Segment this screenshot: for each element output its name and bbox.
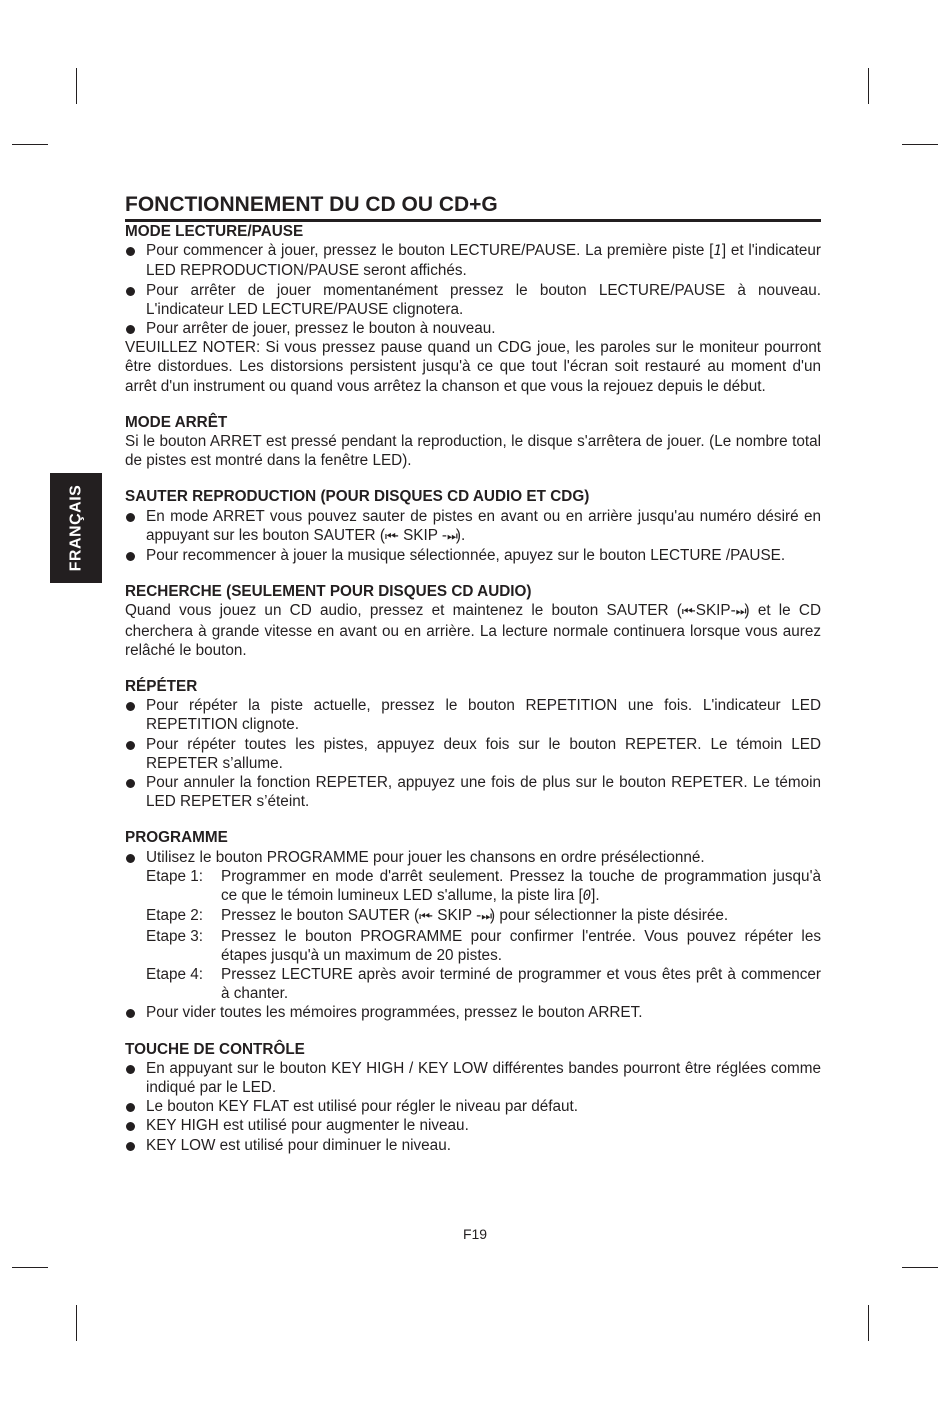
led-digit-zero: 0 [582, 888, 592, 905]
section-lecture [125, 222, 821, 396]
section-repeter [125, 677, 821, 811]
step-label: Etape 2: [146, 907, 203, 925]
skip-next-icon: ⏭ [447, 528, 456, 543]
section-heading: TOUCHE DE CONTRÔLE [125, 1040, 305, 1058]
step-label: Etape 1: [146, 867, 203, 885]
section-heading: MODE ARRÊT [125, 413, 228, 431]
list-item: Pour répéter la piste actuelle, pressez le bouton REPETITION une fois. L'indicateur LED REPETITION clignote. [125, 696, 821, 734]
step-item [125, 867, 821, 906]
list-item: Pour annuler la fonction REPETER, appuyez une fois de plus sur le bouton REPETER. Le témoin LED REPETER s’éteint. [125, 773, 821, 811]
crop-mark [868, 1305, 869, 1341]
list-item: Pour arrêter de jouer, pressez le bouton à nouveau. [125, 319, 821, 338]
crop-mark [76, 1305, 77, 1341]
list-item: Le bouton KEY FLAT est utilisé pour régler le niveau par défaut. [125, 1097, 821, 1116]
paragraph: Si le bouton ARRET est pressé pendant la reproduction, le disque s'arrêtera de jouer. (Le nombre total de pistes est montré dans la fenêtre LED). [125, 433, 821, 470]
paragraph: Quand vous jouez un CD audio, pressez et maintenez le bouton SAUTER (⏮-SKIP-⏭) et le CD cherchera à grande vitesse en avant ou en arrière. La lecture normale continuera lorsque vous aurez relâché le bouton. [125, 602, 821, 659]
skip-previous-icon: ⏮ [384, 528, 394, 543]
section-arret [125, 413, 821, 471]
list-item: En appuyant sur le bouton KEY HIGH / KEY LOW différentes bandes pourront être réglées comme indiqué par le LED. [125, 1059, 821, 1097]
list-item: KEY HIGH est utilisé pour augmenter le niveau. [125, 1116, 821, 1135]
section-heading: PROGRAMME [125, 829, 228, 847]
skip-previous-icon: ⏮ [681, 604, 691, 619]
section-controle [125, 1040, 821, 1155]
crop-mark [12, 1267, 48, 1268]
crop-mark [902, 144, 938, 145]
crop-mark [76, 68, 77, 104]
list-item: Utilisez le bouton PROGRAMME pour jouer les chansons en ordre présélectionné. [125, 848, 821, 867]
crop-mark [902, 1267, 938, 1268]
step-item [125, 965, 821, 1003]
led-digit-one: 1 [713, 243, 722, 260]
step-label: Etape 3: [146, 927, 203, 945]
step-label: Etape 4: [146, 965, 203, 983]
crop-mark [12, 144, 48, 145]
page-title: FONCTIONNEMENT DU CD OU CD+G [125, 192, 821, 222]
section-programme [125, 828, 821, 1022]
step-text: Pressez LECTURE après avoir terminé de programmer et vous êtes prêt à commencer à chanter. [221, 965, 821, 1003]
language-tab-label: FRANÇAIS [67, 484, 85, 572]
section-heading: MODE LECTURE/PAUSE [125, 223, 304, 240]
list-item: Pour répéter toutes les pistes, appuyez deux fois sur le bouton REPETER. Le témoin LED REPETER s’allume. [125, 735, 821, 773]
crop-mark [868, 68, 869, 104]
list-item: En mode ARRET vous pouvez sauter de pistes en avant ou en arrière jusqu'au numéro désiré en appuyant sur les bouton SAUTER (⏮- SKIP -⏭). [125, 507, 821, 546]
list-item: Pour recommencer à jouer la musique sélectionnée, apuyez sur le bouton LECTURE /PAUSE. [125, 546, 821, 565]
step-item [125, 906, 821, 926]
step-text: Pressez le bouton SAUTER (⏮- SKIP -⏭) pour sélectionner la piste désirée. [221, 907, 729, 925]
page-number: F19 [462, 1226, 488, 1242]
section-heading: RÉPÉTER [125, 678, 198, 696]
page-content [125, 192, 821, 1155]
list-item: KEY LOW est utilisé pour diminuer le niveau. [125, 1136, 821, 1155]
skip-next-icon: ⏭ [735, 604, 745, 619]
section-heading: RECHERCHE (SEULEMENT POUR DISQUES CD AUDIO) [125, 583, 532, 601]
step-text: Pressez le bouton PROGRAMME pour confirmer l'entrée. Vous pouvez répéter les étapes jusqu'à un maximum de 20 pistes. [221, 927, 821, 964]
step-item [125, 927, 821, 965]
skip-next-icon: ⏭ [481, 909, 490, 924]
list-item: Pour arrêter de jouer momentanément pressez le bouton LECTURE/PAUSE à nouveau. L'indicateur LED LECTURE/PAUSE clignotera. [125, 281, 821, 319]
list-item: Pour vider toutes les mémoires programmées, pressez le bouton ARRET. [125, 1003, 821, 1022]
skip-previous-icon: ⏮ [419, 909, 428, 924]
step-text: Programmer en mode d'arrêt seulement. Pressez la touche de programmation jusqu'à ce que le témoin lumineux LED s'allume, la piste lira [0]. [221, 867, 821, 905]
section-heading: SAUTER REPRODUCTION (POUR DISQUES CD AUDIO ET CDG) [125, 488, 590, 506]
language-tab [50, 473, 102, 583]
list-item: Pour commencer à jouer, pressez le bouton LECTURE/PAUSE. La première piste [1] et l'indicateur LED REPRODUCTION/PAUSE seront affichés. [125, 241, 821, 280]
section-sauter [125, 487, 821, 565]
note: VEUILLEZ NOTER: Si vous pressez pause quand un CDG joue, les paroles sur le moniteur pourront être distordues. Les distorsions persistent jusqu'à ce que tout l'écran soit restauré au moment d'un arrêt d'un instrument ou quand vous arrêtez la chanson et que vous la rejouez depuis le début. [125, 339, 821, 395]
section-recherche [125, 582, 821, 660]
